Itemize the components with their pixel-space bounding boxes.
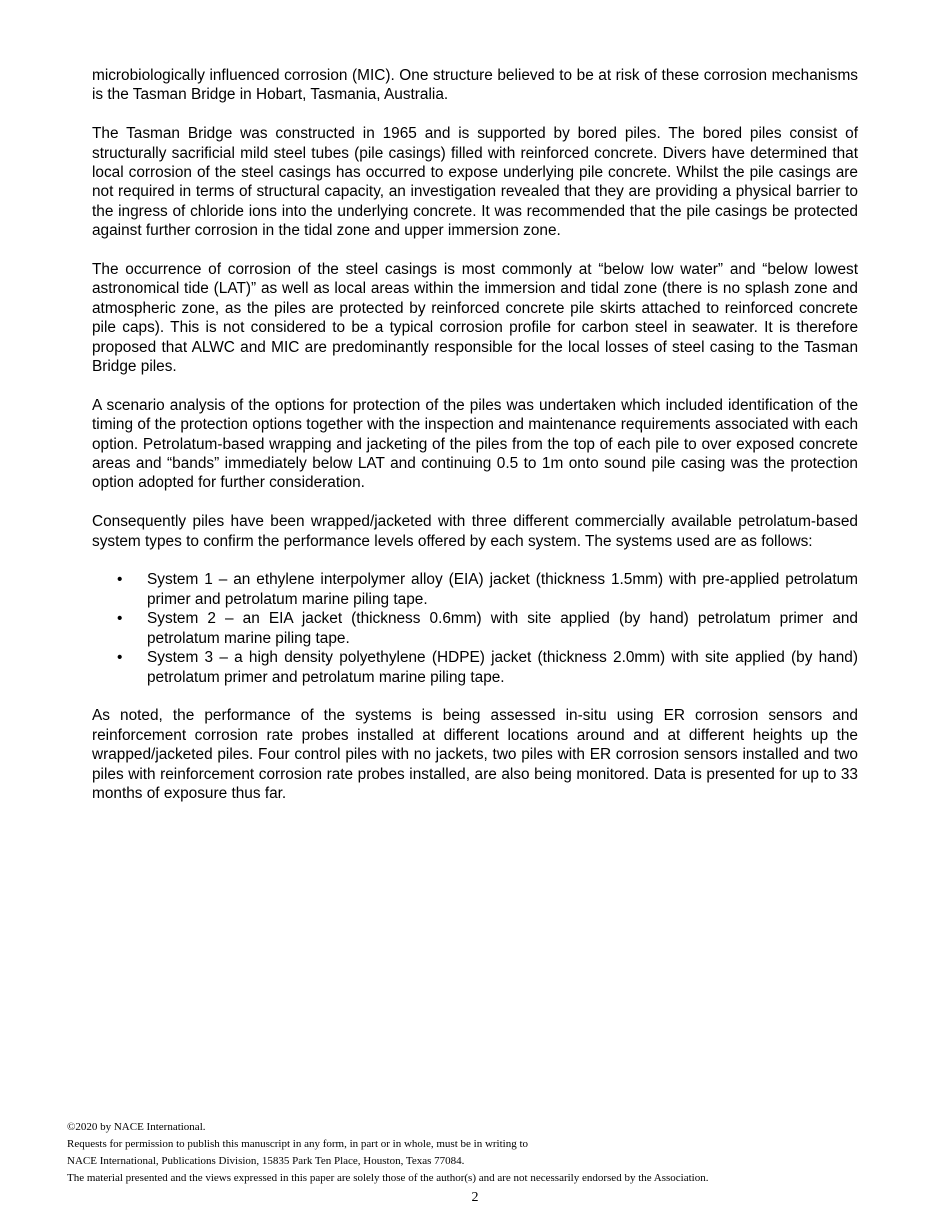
paragraph-closing: As noted, the performance of the systems is being assessed in-situ using ER corrosion sensors and reinforcement corrosion rate probes installed at different locations around and at different heights up the wrapped/jacketed piles. Four control piles with no jackets, two piles with ER corrosion sensors installed and two piles with reinforcement corrosion rate probes installed, are also being monitored. Data is presented for up to 33 months of exposure thus far. — [92, 707, 858, 802]
paragraph-tasman-bridge: The Tasman Bridge was constructed in 1965 and is supported by bored piles. The bored piles consist of structurally sacrificial mild steel tubes (pile casings) filled with reinforced concrete. Divers have determined that local corrosion of the steel casings has occurred to expose underlying pile concrete. Whilst the pile casings are not required in terms of structural capacity, an investigation revealed that they are providing a physical barrier to the ingress of chloride ions into the underlying concrete. It was recommended that the pile casings be protected against further corrosion in the tidal zone and upper immersion zone. — [92, 125, 858, 240]
footer-address: NACE International, Publications Division, 15835 Park Ten Place, Houston, Texas 77084. — [67, 1155, 465, 1167]
system-1-text: System 1 – an ethylene interpolymer alloy (EIA) jacket (thickness 1.5mm) with pre-applied petrolatum primer and petrolatum marine piling tape. — [147, 571, 858, 608]
page-number: 2 — [471, 1190, 479, 1205]
bullet-icon: • — [117, 649, 123, 667]
bullet-icon: • — [117, 571, 123, 589]
list-item-system-3 — [92, 648, 858, 687]
systems-list — [92, 570, 858, 686]
paragraph-intro-continuation: microbiologically influenced corrosion (MIC). One structure believed to be at risk of these corrosion mechanisms is the Tasman Bridge in Hobart, Tasmania, Australia. — [92, 67, 858, 104]
system-2-text: System 2 – an EIA jacket (thickness 0.6mm) with site applied (by hand) petrolatum primer and petrolatum marine piling tape. — [147, 610, 858, 647]
paragraph-systems-intro: Consequently piles have been wrapped/jacketed with three different commercially available petrolatum-based system types to confirm the performance levels offered by each system. The systems used are as follows: — [92, 513, 858, 550]
paragraph-scenario-analysis: A scenario analysis of the options for protection of the piles was undertaken which included identification of the timing of the protection options together with the inspection and maintenance requirements associated with each option. Petrolatum-based wrapping and jacketing of the piles from the top of each pile to over exposed concrete areas and “bands” immediately below LAT and continuing 0.5 to 1m onto sound pile casing was the protection option adopted for further consideration. — [92, 396, 858, 492]
list-item-system-2 — [92, 609, 858, 648]
footer-disclaimer: The material presented and the views expressed in this paper are solely those of the author(s) and are not necessarily endorsed by the Association. — [67, 1172, 709, 1184]
bullet-icon: • — [117, 610, 123, 628]
footer-copyright: ©2020 by NACE International. — [67, 1121, 206, 1133]
paragraph-corrosion-occurrence: The occurrence of corrosion of the steel casings is most commonly at “below low water” and “below lowest astronomical tide (LAT)” as well as local areas within the immersion and tidal zone (there is no splash zone and atmospheric zone, as the piles are protected by reinforced concrete pile skirts attached to reinforced concrete pile caps). This is not considered to be a typical corrosion profile for carbon steel in seawater. It is therefore proposed that ALWC and MIC are predominantly responsible for the local losses of steel casing to the Tasman Bridge piles. — [92, 261, 858, 376]
list-item-system-1 — [92, 570, 858, 609]
footer-permission: Requests for permission to publish this manuscript in any form, in part or in whole, must be in writing to — [67, 1138, 529, 1150]
system-3-text: System 3 – a high density polyethylene (HDPE) jacket (thickness 2.0mm) with site applied (by hand) petrolatum primer and petrolatum marine piling tape. — [147, 649, 858, 686]
paper-body — [92, 66, 858, 823]
page-footer — [67, 1119, 887, 1187]
